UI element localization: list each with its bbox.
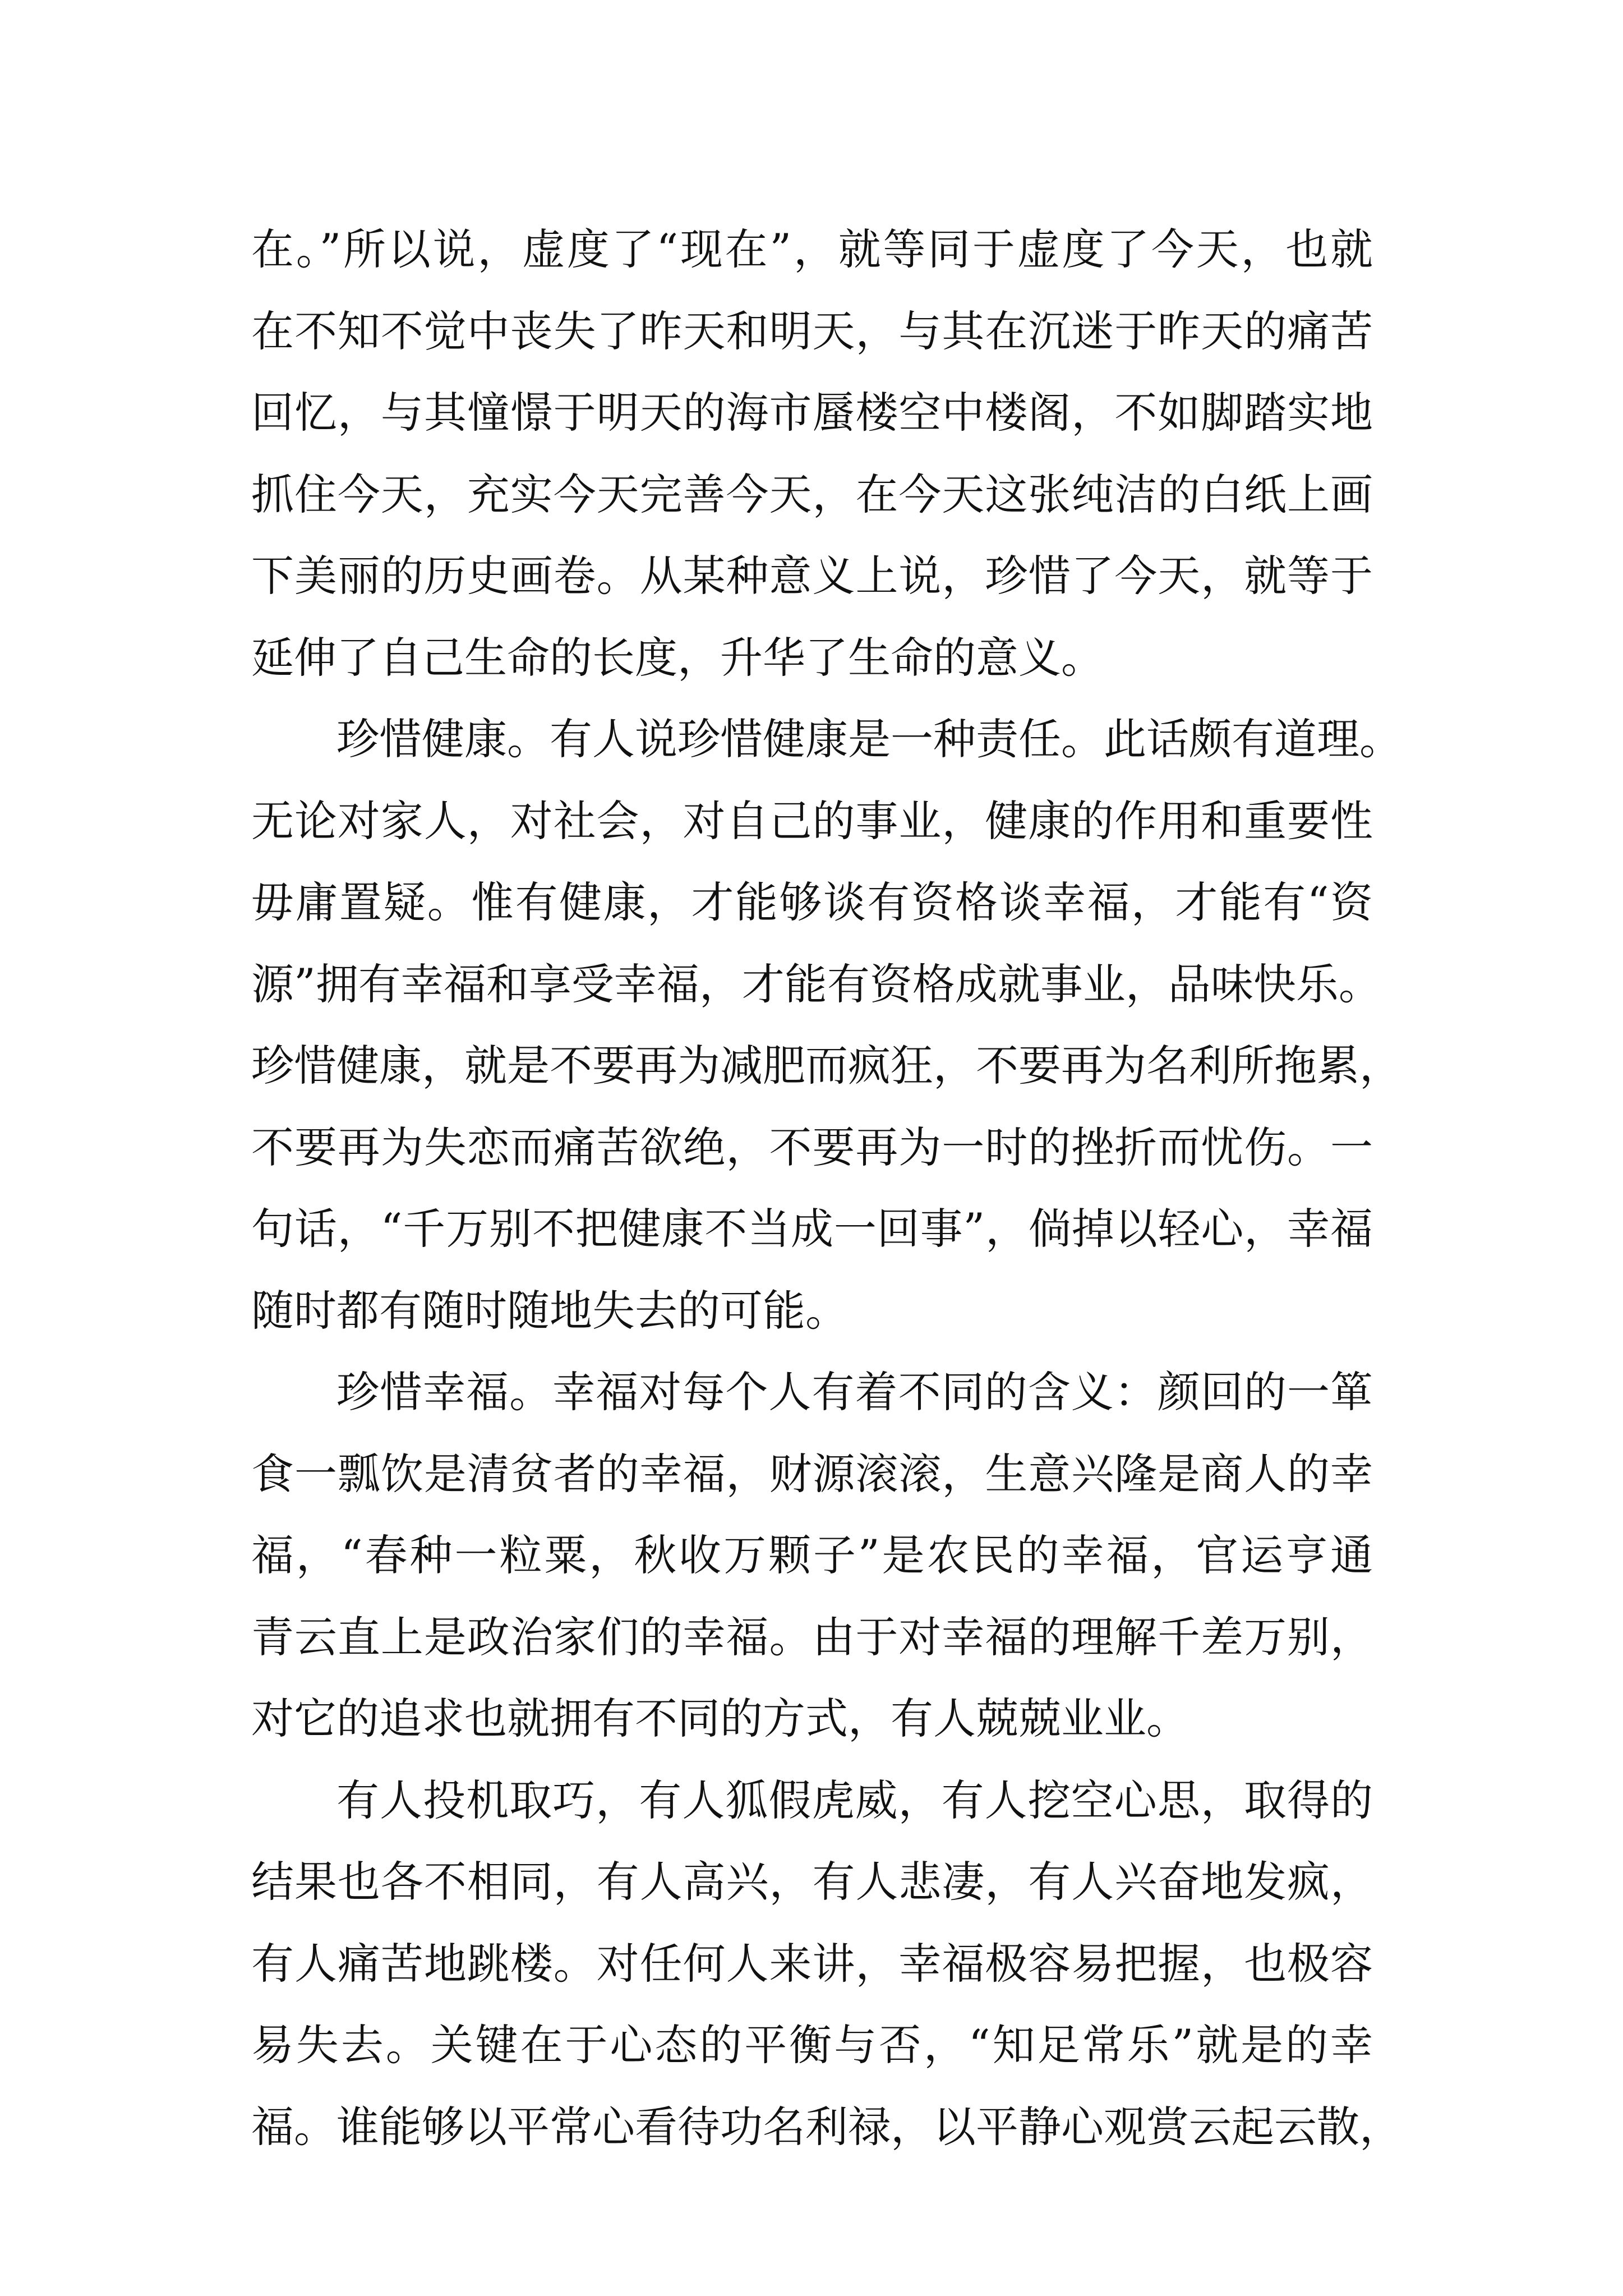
text-line: 有人投机取巧，有人狐假虎威，有人挖空心思，取得的 bbox=[336, 1775, 1373, 1825]
paragraph-3 bbox=[251, 1351, 1373, 1760]
text-line: 不要再为失恋而痛苦欲绝，不要再为一时的挫折而忧伤。一 bbox=[251, 1122, 1373, 1172]
text-line: 青云直上是政治家们的幸福。由于对幸福的理解千差万别， bbox=[251, 1612, 1373, 1662]
text-line: 随时都有随时随地失去的可能。 bbox=[251, 1285, 848, 1336]
paragraph-2 bbox=[251, 698, 1402, 1351]
text-line: 句话，“千万别不把健康不当成一回事”，倘掉以轻心，幸福 bbox=[251, 1204, 1373, 1254]
text-line: 珍惜幸福。幸福对每个人有着不同的含义：颜回的一箪 bbox=[336, 1367, 1373, 1417]
text-line: 珍惜健康。有人说珍惜健康是一种责任。此话颇有道理。 bbox=[336, 714, 1402, 764]
text-line: 下美丽的历史画卷。从某种意义上说，珍惜了今天，就等于 bbox=[251, 551, 1373, 601]
text-line: 对它的追求也就拥有不同的方式，有人兢兢业业。 bbox=[251, 1694, 1189, 1743]
text-line: 延伸了自己生命的长度，升华了生命的意义。 bbox=[251, 632, 1104, 683]
text-line: 福，“春种一粒粟，秋收万颗子”是农民的幸福，官运亨通 bbox=[251, 1530, 1373, 1580]
text-line: 无论对家人，对社会，对自己的事业，健康的作用和重要性 bbox=[251, 795, 1373, 846]
body-text bbox=[251, 209, 1402, 2168]
paragraph-4 bbox=[251, 1760, 1402, 2168]
text-line: 毋庸置疑。惟有健康，才能够谈有资格谈幸福，才能有“资 bbox=[251, 877, 1373, 927]
text-line: 源”拥有幸福和享受幸福，才能有资格成就事业，品味快乐。 bbox=[251, 959, 1381, 1009]
text-line: 易失去。关键在于心态的平衡与否，“知足常乐”就是的幸 bbox=[251, 2020, 1373, 2070]
text-line: 食一瓢饮是清贫者的幸福，财源滚滚，生意兴隆是商人的幸 bbox=[251, 1448, 1373, 1499]
paragraph-1 bbox=[251, 209, 1373, 698]
text-line: 在。”所以说，虚度了“现在”，就等同于虚度了今天，也就 bbox=[251, 224, 1373, 274]
text-line: 抓住今天，充实今天完善今天，在今天这张纯洁的白纸上画 bbox=[251, 469, 1373, 519]
text-line: 在不知不觉中丧失了昨天和明天，与其在沉迷于昨天的痛苦 bbox=[251, 306, 1373, 356]
text-line: 珍惜健康，就是不要再为减肥而疯狂，不要再为名利所拖累， bbox=[251, 1041, 1402, 1091]
text-line: 回忆，与其憧憬于明天的海市蜃楼空中楼阁，不如脚踏实地 bbox=[251, 388, 1373, 438]
text-line: 结果也各不相同，有人高兴，有人悲凄，有人兴奋地发疯， bbox=[251, 1857, 1373, 1907]
text-line: 福。谁能够以平常心看待功名利禄，以平静心观赏云起云散， bbox=[251, 2101, 1402, 2152]
text-line: 有人痛苦地跳楼。对任何人来讲，幸福极容易把握，也极容 bbox=[251, 1938, 1373, 1989]
